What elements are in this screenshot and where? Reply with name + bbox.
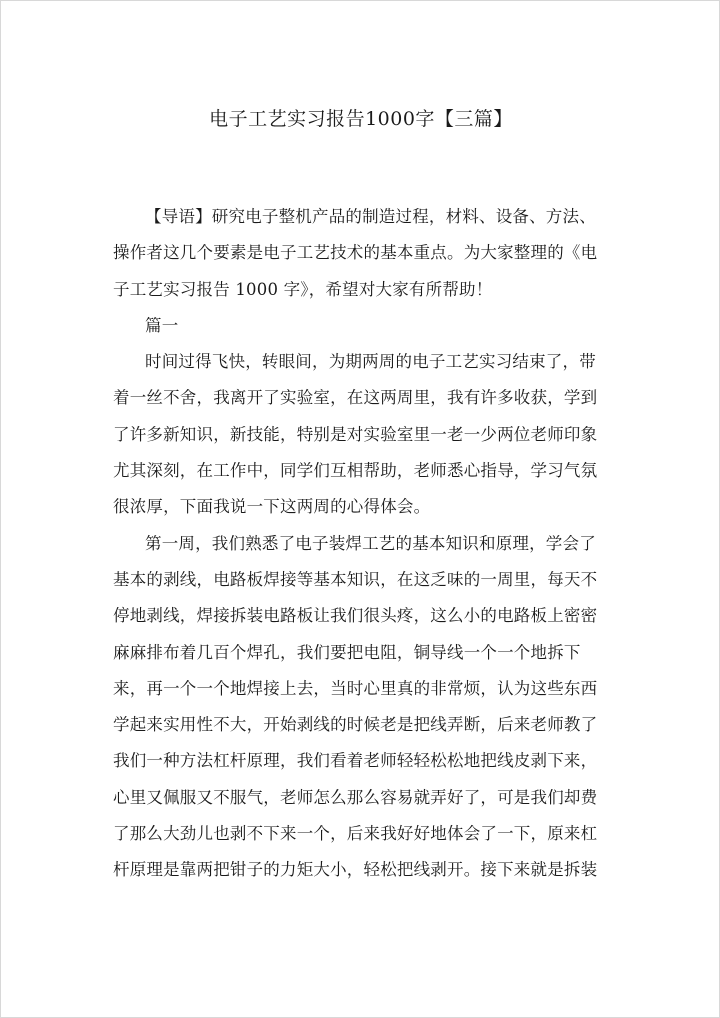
paragraph-line: 时间过得飞快，转眼间，为期两周的电子工艺实习结束了，带	[145, 352, 596, 372]
paragraph-line: 操作者这几个要素是电子工艺技术的基本重点。为大家整理的《电	[113, 243, 598, 263]
paragraph-line: 心里又佩服又不服气，老师怎么那么容易就弄好了，可是我们却费	[113, 787, 598, 807]
paragraph-line: 很浓厚，下面我说一下这两周的心得体会。	[113, 497, 431, 517]
paragraph-line: 来，再一个一个地焊接上去，当时心里真的非常烦，认为这些东西	[113, 678, 598, 698]
paragraph-line: 停地剥线，焊接拆装电路板让我们很头疼，这么小的电路板上密密	[113, 606, 598, 626]
paragraph-line: 麻麻排布着几百个焊孔，我们要把电阻，铜导线一个一个地拆下	[113, 642, 581, 662]
paragraph-line: 了那么大劲儿也剥不下来一个，后来我好好地体会了一下，原来杠	[113, 824, 598, 844]
document-body	[113, 199, 605, 889]
paragraph-line: 杆原理是靠两把钳子的力矩大小，轻松把线剥开。接下来就是拆装	[113, 860, 598, 880]
paragraph-line: 尤其深刻，在工作中，同学们互相帮助，老师悉心指导，学习气氛	[113, 461, 598, 481]
paragraph-line: 【导语】研究电子整机产品的制造过程，材料、设备、方法、	[145, 207, 596, 226]
paragraph-line: 子工艺实习报告 1000 字》，希望对大家有所帮助！	[113, 279, 493, 299]
paragraph-line: 基本的剥线，电路板焊接等基本知识，在这乏味的一周里，每天不	[113, 569, 598, 589]
paragraph-line: 学起来实用性不大，开始剥线的时候老是把线弄断，后来老师教了	[113, 715, 598, 735]
paragraph-line: 我们一种方法杠杆原理，我们看着老师轻轻松松地把线皮剥下来，	[113, 751, 598, 771]
document-title: 电子工艺实习报告1000字【三篇】	[209, 108, 513, 130]
section-heading: 篇一	[145, 315, 179, 335]
paragraph-line: 第一周，我们熟悉了电子装焊工艺的基本知识和原理，学会了	[145, 533, 596, 553]
paragraph-line: 着一丝不舍，我离开了实验室，在这两周里，我有许多收获，学到	[113, 388, 598, 408]
paragraph-line: 了许多新知识，新技能，特别是对实验室里一老一少两位老师印象	[113, 424, 598, 444]
